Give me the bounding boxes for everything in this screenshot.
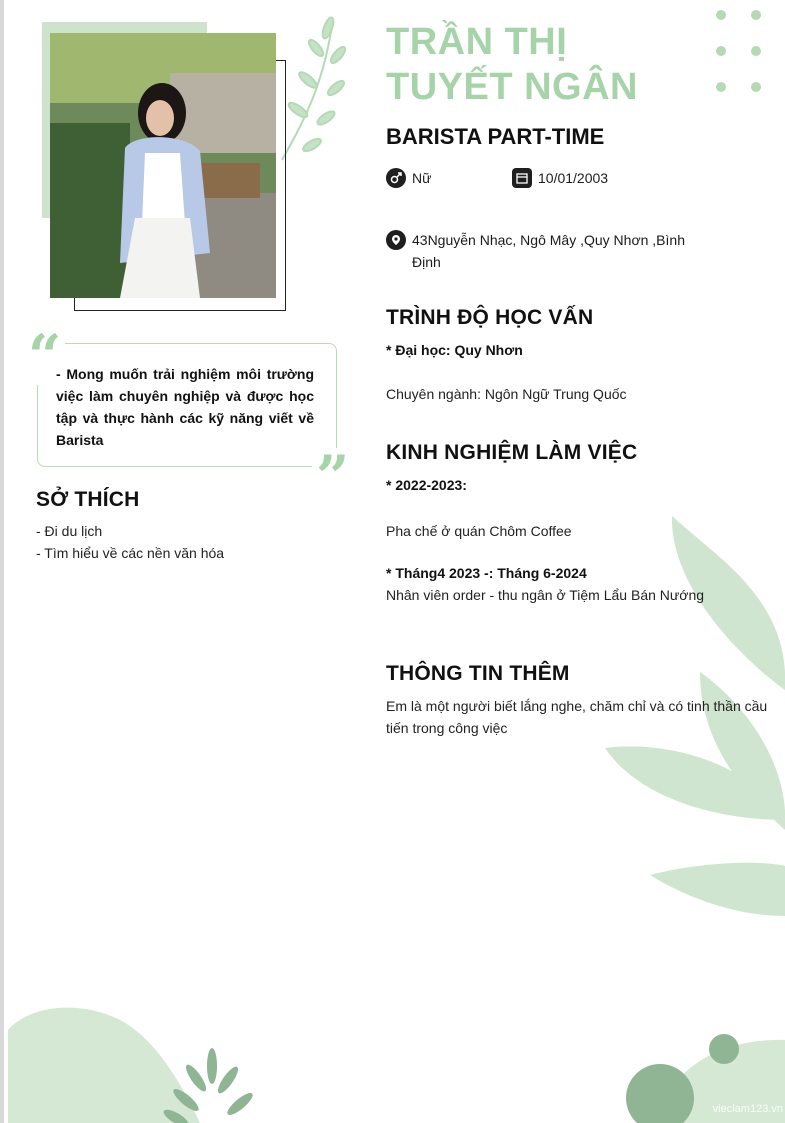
- extra-info-title: THÔNG TIN THÊM: [386, 662, 570, 685]
- education-major: Chuyên ngành: Ngôn Ngữ Trung Quốc: [386, 386, 627, 402]
- experience-desc: Pha chế ở quán Chôm Coffee: [386, 523, 572, 539]
- address-info: [386, 229, 706, 273]
- name-line-2: TUYẾT NGÂN: [386, 66, 638, 108]
- gender-value: Nữ: [412, 170, 432, 186]
- gender-info: [386, 167, 431, 189]
- hobby-item: - Đi du lịch: [36, 523, 103, 539]
- address-value: 43Nguyễn Nhạc, Ngô Mây ,Quy Nhơn ,Bình Định: [412, 232, 685, 270]
- name-line-1: TRẦN THỊ: [386, 21, 568, 63]
- experience-period: * Tháng4 2023 -: Tháng 6-2024: [386, 565, 587, 581]
- calendar-icon: [512, 168, 532, 188]
- hobby-item: - Tìm hiểu về các nền văn hóa: [36, 545, 225, 561]
- hobbies-title: SỞ THÍCH: [36, 488, 140, 511]
- open-quote-icon: “: [24, 327, 65, 385]
- location-pin-icon: [386, 230, 406, 250]
- education-title: TRÌNH ĐỘ HỌC VẤN: [386, 306, 594, 329]
- job-title: BARISTA PART-TIME: [386, 124, 605, 149]
- education-school: * Đại học: Quy Nhơn: [386, 342, 523, 358]
- candidate-name: [386, 20, 716, 110]
- watermark: vieclam123.vn: [712, 1103, 783, 1115]
- dob-value: 10/01/2003: [538, 170, 609, 186]
- experience-period: * 2022-2023:: [386, 477, 467, 493]
- dob-info: [512, 167, 608, 189]
- experience-title: KINH NGHIỆM LÀM VIỆC: [386, 441, 638, 464]
- close-quote-icon: ”: [312, 448, 353, 506]
- objective-text: - Mong muốn trải nghiệm môi trường việc làm chuyên nghiệp và được học tập và thực hành các kỹ năng viết về Barista: [56, 366, 314, 448]
- gender-icon: [386, 168, 406, 188]
- experience-desc: Nhân viên order - thu ngân ở Tiệm Lẩu Bán Nướng: [386, 587, 705, 603]
- profile-photo: [50, 33, 276, 298]
- extra-info-text: Em là một người biết lắng nghe, chăm chỉ và có tinh thần cầu tiến trong công việc: [386, 698, 768, 736]
